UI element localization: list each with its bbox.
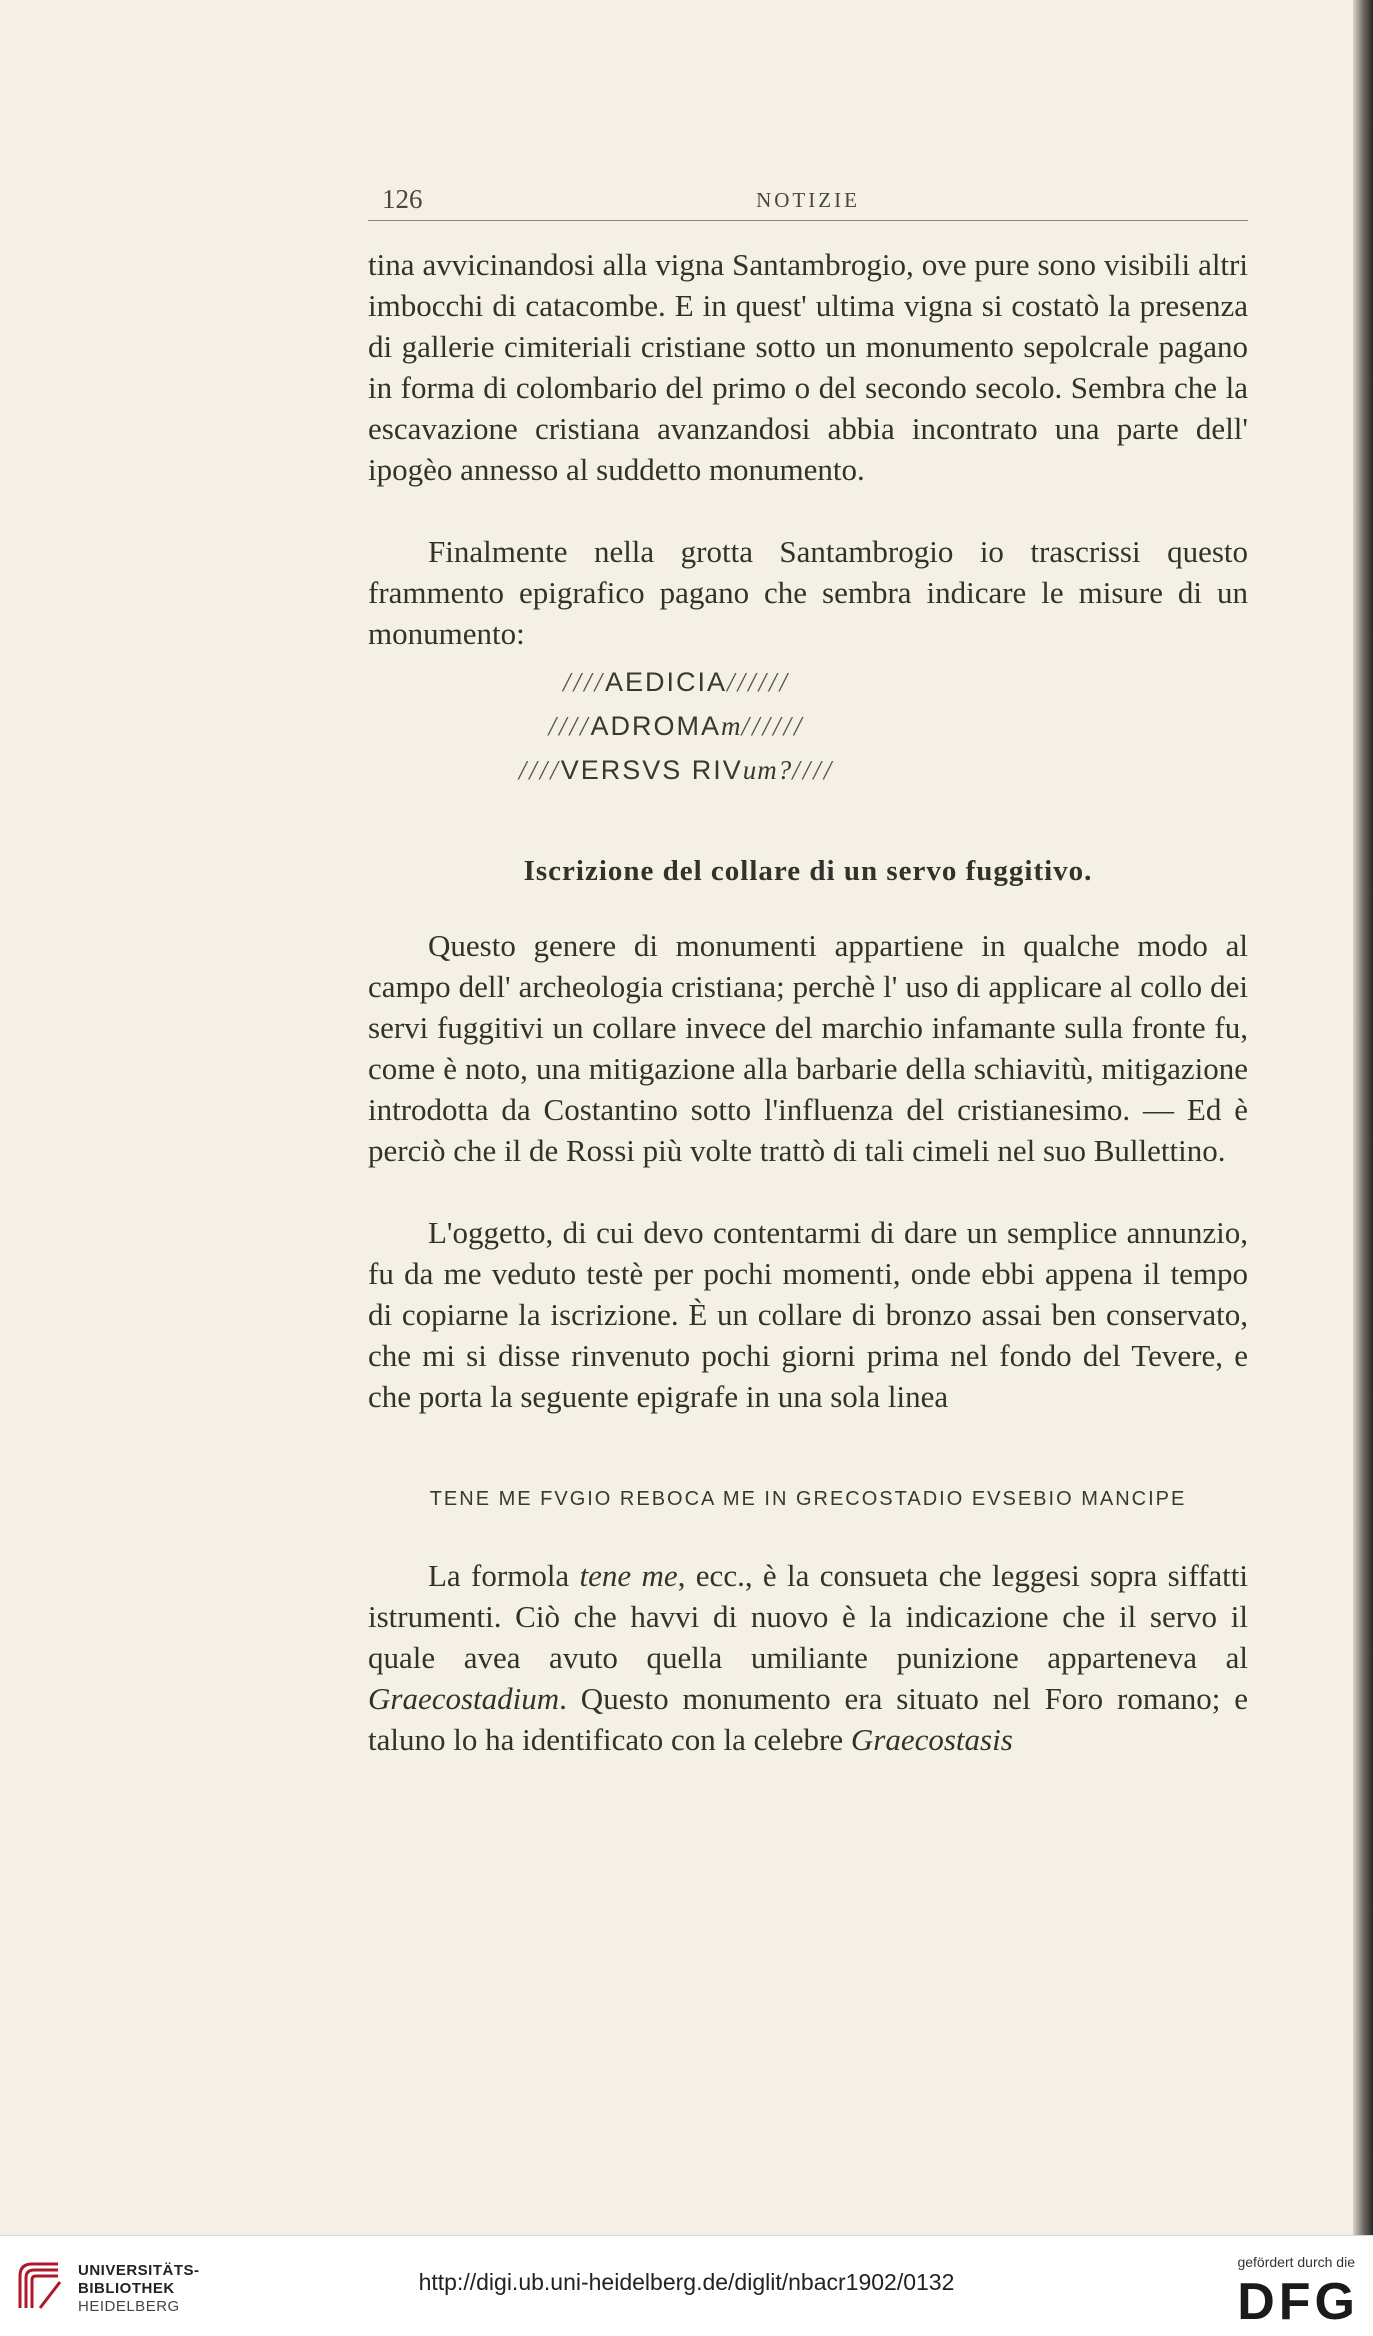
p5-text-2: , ecc., è la consueta che leggesi sopra siffatti istrumenti. Ciò che havvi di nuovo è la indicazione che il servo il quale avea avuto quella umiliante punizione apparteneva al <box>368 1558 1248 1675</box>
page-header <box>368 180 1248 221</box>
page-number: 126 <box>382 184 423 214</box>
lacuna-marks: ////// <box>741 711 805 741</box>
paragraph-2 <box>368 531 1248 654</box>
paragraph-4-text: L'oggetto, di cui devo contentarmi di dare un semplice annunzio, fu da me veduto testè per pochi momenti, onde ebbi appena il tempo di copiarne la iscrizione. È un collare di bronzo assai ben conservato, che mi si disse rinvenuto pochi giorni prima nel fondo del Tevere, e che porta la seguente epigrafe in una sola linea <box>368 1215 1248 1414</box>
lacuna-marks: //// <box>518 755 561 785</box>
paragraph-2-text: Finalmente nella grotta Santambrogio io trascrissi questo frammento epigrafico pagano che sembra indicare le misure di un monumento: <box>368 534 1248 651</box>
inscription-restoration: um? <box>742 755 793 785</box>
inscription-line-1 <box>0 667 1353 698</box>
paragraph-3 <box>368 925 1248 1171</box>
paragraph-5-text <box>368 1555 1248 1760</box>
p5-italic-2: Graecostadium <box>368 1681 560 1716</box>
permalink-url[interactable]: http://digi.ub.uni-heidelberg.de/diglit/nbacr1902/0132 <box>418 2269 955 2295</box>
library-name-line-1: UNIVERSITÄTS- <box>78 2262 200 2279</box>
paragraph-5 <box>368 1555 1248 1760</box>
inscription-text: AEDICIA <box>604 667 728 697</box>
paragraph-1-text: tina avvicinandosi alla vigna Santambrogio, ove pure sono visibili altri imbocchi di catacombe. E in quest' ultima vigna si costatò la presenza di gallerie cimiteriali cristiane sotto un monumento sepolcrale pagano in forma di colombario del primo o del secondo secolo. Sembra che la escavazione cristiana avanzandosi abbia incontrato una parte dell' ipogèo annesso al suddetto monumento. <box>368 247 1248 487</box>
dfg-logo: DFG <box>1237 2273 1359 2331</box>
paragraph-1 <box>368 244 1248 490</box>
lacuna-marks: //// <box>548 711 591 741</box>
collar-inscription: TENE ME FVGIO REBOCA ME IN GRECOSTADIO EVSEBIO MANCIPE <box>429 1488 1187 1510</box>
inscription-restoration: m <box>721 711 742 741</box>
inscription-line-2 <box>0 711 1353 742</box>
paragraph-3-text: Questo genere di monumenti appartiene in qualche modo al campo dell' archeologia cristiana; perchè l' uso di applicare al collo dei servi fuggitivi un collare invece del marchio infamante sulla fronte fu, come è noto, una mitigazione alla barbarie della schiavitù, mitigazione introdotta da Costantino sotto l'influenza del cristianesimo. — Ed è perciò che il de Rossi più volte trattò di tali cimeli nel suo Bullettino. <box>368 928 1248 1168</box>
running-head: NOTIZIE <box>756 188 860 212</box>
inscription-line-3 <box>0 755 1353 786</box>
paragraph-4 <box>368 1212 1248 1417</box>
section-title: Iscrizione del collare di un servo fuggitivo. <box>523 855 1093 887</box>
library-name-line-3: HEIDELBERG <box>78 2298 180 2315</box>
lacuna-marks: //// <box>792 755 835 785</box>
p5-italic-1: tene me <box>579 1558 678 1593</box>
lacuna-marks: //// <box>562 667 605 697</box>
inscription-text: VERSVS RIV <box>560 755 743 785</box>
funding-note: gefördert durch die <box>1237 2254 1355 2270</box>
p5-italic-3: Graecostasis <box>850 1722 1013 1757</box>
viewer-footer <box>0 2235 1373 2336</box>
lacuna-marks: ////// <box>727 667 791 697</box>
p5-text-1: La formola <box>428 1558 580 1593</box>
library-name-line-2: BIBLIOTHEK <box>78 2280 175 2297</box>
inscription-text: ADROMA <box>590 711 721 741</box>
page-edge-shadow <box>1353 0 1373 2235</box>
p5-text-3: . Questo monumento era situato nel Foro romano; e taluno lo ha identificato con la celebre <box>368 1681 1248 1757</box>
